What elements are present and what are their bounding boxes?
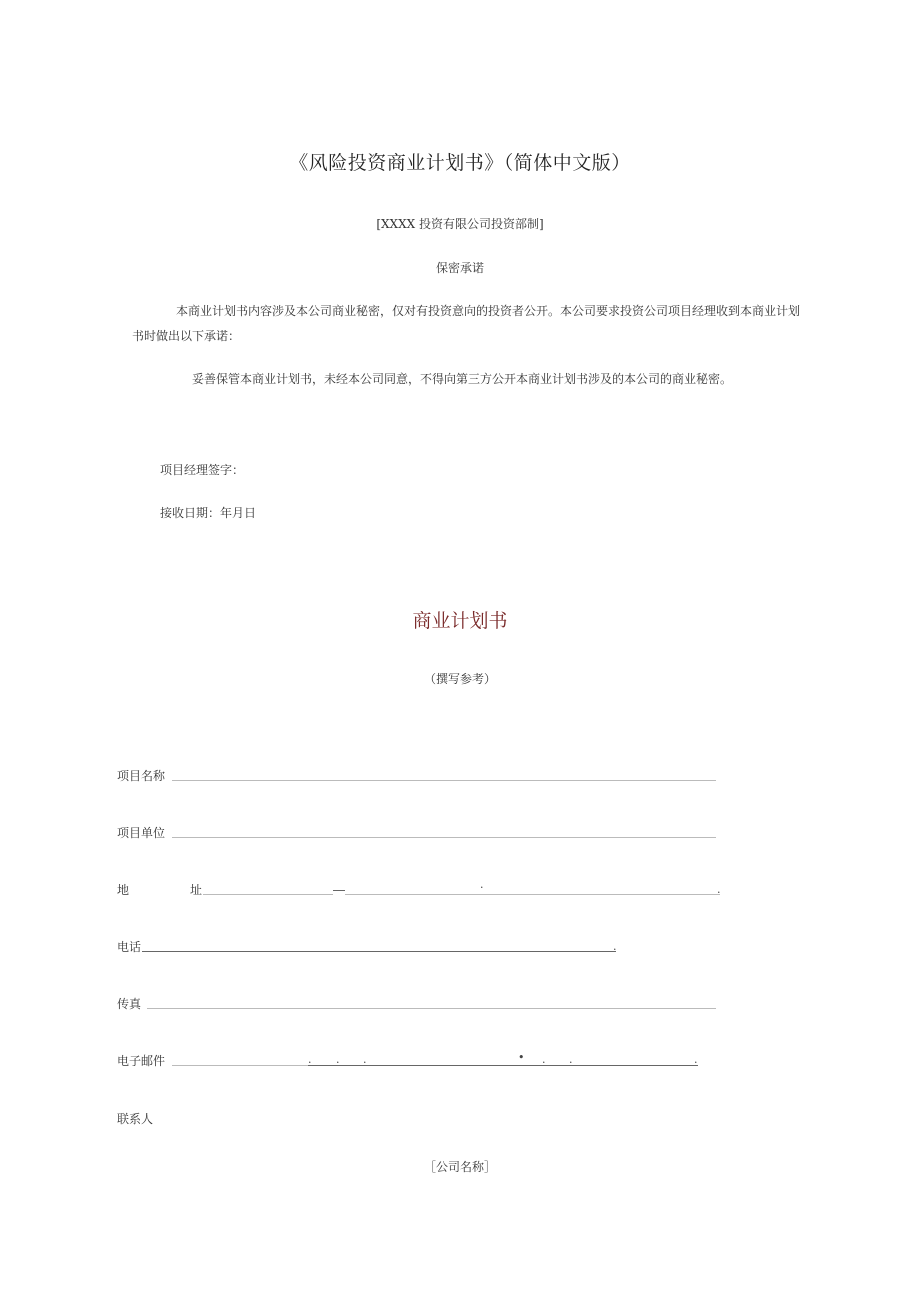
phone-dot: . bbox=[613, 940, 617, 953]
fax-label: 传真 bbox=[117, 997, 142, 1011]
business-plan-title: 商业计划书 bbox=[412, 610, 508, 632]
document-subtitle: [XXXX 投资有限公司投资部制] bbox=[376, 217, 544, 231]
email-label: 电子邮件 bbox=[117, 1054, 166, 1068]
address-line-segment-2 bbox=[345, 894, 720, 895]
address-dot-2: . bbox=[717, 883, 721, 896]
email-dot-3: . bbox=[363, 1053, 367, 1066]
address-line-segment-1 bbox=[203, 894, 333, 895]
business-plan-subtitle: （撰写参考） bbox=[423, 672, 496, 686]
phone-line bbox=[142, 951, 616, 952]
address-label-part2: 址 bbox=[190, 883, 203, 897]
project-name-line bbox=[172, 780, 716, 781]
project-unit-label: 项目单位 bbox=[117, 826, 166, 840]
email-dot-5: . bbox=[542, 1053, 546, 1066]
email-dot-2: . bbox=[336, 1053, 340, 1066]
intro-paragraph: 本商业计划书内容涉及本公司商业秘密，仅对有投资意向的投资者公开。本公司要求投资公司项目经理收到本商业计划书时做出以下承诺： bbox=[132, 304, 801, 343]
email-line-segment-1 bbox=[172, 1065, 308, 1066]
contact-label: 联系人 bbox=[117, 1112, 154, 1126]
receive-date-label: 接收日期：年月日 bbox=[160, 506, 257, 520]
address-dot-1: · bbox=[480, 881, 484, 894]
email-line-segment-2 bbox=[308, 1065, 698, 1066]
phone-label: 电话 bbox=[117, 940, 142, 954]
company-name-placeholder: ［公司名称］ bbox=[423, 1160, 496, 1174]
address-label-part1: 地 bbox=[117, 883, 130, 897]
fax-line bbox=[147, 1008, 716, 1009]
project-unit-line bbox=[172, 837, 716, 838]
address-dash bbox=[333, 890, 345, 891]
email-dot-4: • bbox=[518, 1051, 525, 1064]
manager-signature-label: 项目经理签字： bbox=[160, 463, 245, 477]
confidential-heading: 保密承诺 bbox=[435, 261, 484, 275]
email-dot-6: . bbox=[569, 1053, 573, 1066]
project-name-label: 项目名称 bbox=[117, 769, 166, 783]
document-title: 《风险投资商业计划书》（简体中文版） bbox=[289, 152, 631, 174]
email-dot-1: . bbox=[308, 1053, 312, 1066]
email-dot-7: . bbox=[694, 1053, 698, 1066]
pledge-text: 妥善保管本商业计划书，未经本公司同意，不得向第三方公开本商业计划书涉及的本公司的商业秘密。 bbox=[192, 372, 733, 386]
